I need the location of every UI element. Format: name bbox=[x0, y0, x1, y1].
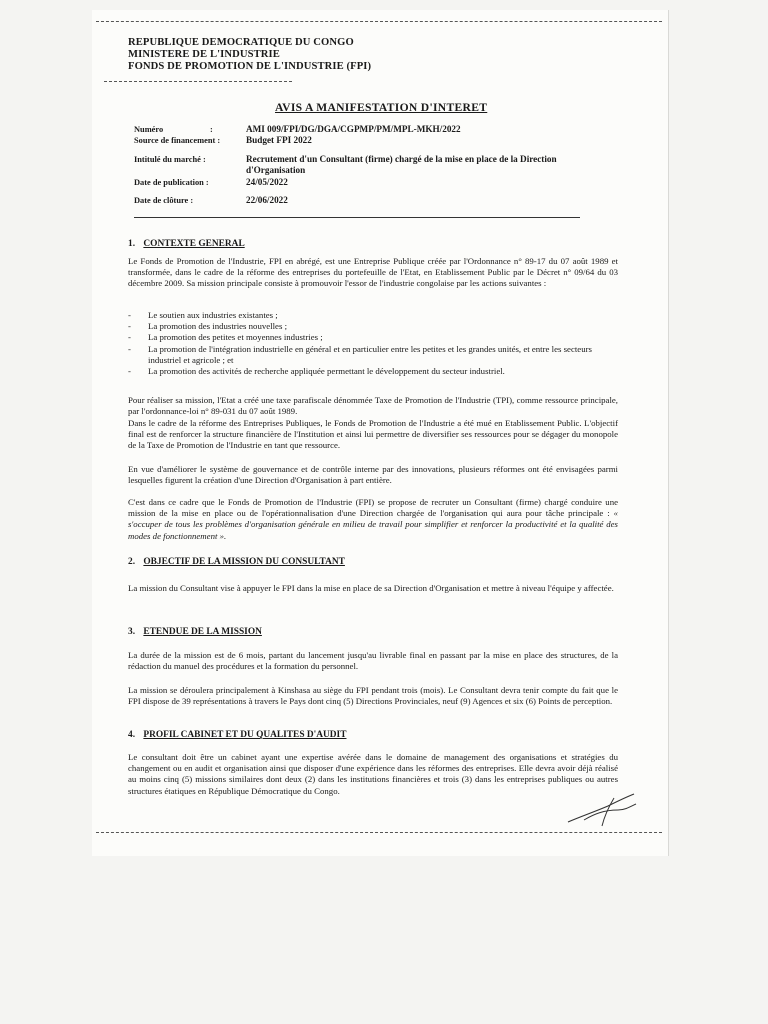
section-1-paragraph-2: Pour réaliser sa mission, l'Etat a créé une taxe parafiscale dénommée Taxe de Promotion de l'Industrie (TPI), comme ressource principale, par l'ordonnance-loi n° 89-031 du 07 août 1989. bbox=[128, 395, 618, 417]
section-1-number: 1. bbox=[128, 239, 136, 249]
paragraph-5-text: C'est dans ce cadre que le Fonds de Promotion de l'Industrie (FPI) se propose de recruter un Consultant (firme) chargé conduire une mission de la mise en place ou de l'opérationnalisation d'une Direction chargée de l'organisation qui aura pour tâche principale : bbox=[128, 497, 618, 519]
intitule-label: Intitulé du marché : bbox=[134, 155, 206, 164]
section-3-paragraph-1: La durée de la mission est de 6 mois, partant du lancement jusqu'au livrable final en passant par la mise en place des structures, de la rédaction du manuel des procédures et la formation du personnel. bbox=[128, 650, 618, 672]
paragraph-5-quote: « s'occuper de tous les problèmes d'organisation générale en milieu de travail pour simplifier et renforcer la productivité et la qualité des modes de fonctionnement ». bbox=[128, 508, 618, 541]
bottom-divider bbox=[96, 832, 662, 833]
signature-mark bbox=[564, 792, 644, 828]
section-1-heading bbox=[128, 239, 245, 249]
section-1-paragraph-4: En vue d'améliorer le système de gouvernance et de contrôle interne par des innovations, plusieurs réformes ont été envisagées parmi lesquelles figurent la création d'une Direction d'Organisation à part entière. bbox=[128, 464, 618, 486]
section-3-title: ETENDUE DE LA MISSION bbox=[143, 627, 262, 637]
fund-name: FONDS DE PROMOTION DE L'INDUSTRIE (FPI) bbox=[128, 61, 372, 72]
header-block bbox=[128, 37, 371, 73]
country-name: REPUBLIQUE DEMOCRATIQUE DU CONGO bbox=[128, 37, 354, 48]
section-4-number: 4. bbox=[128, 730, 136, 740]
cloture-value: 22/06/2022 bbox=[246, 195, 288, 205]
header-underline bbox=[104, 81, 292, 82]
section-2-number: 2. bbox=[128, 557, 136, 567]
section-1-paragraph-1: Le Fonds de Promotion de l'Industrie, FPI en abrégé, est une Entreprise Publique créée par l'Ordonnance n° 89-17 du 07 août 1989 et transformée, dans le cadre de la réforme des entreprises du portefeuille de l'Etat, en Etablissement Public par le Décret n° 09/64 du 03 décembre 2009. Sa mission principale consiste à promouvoir l'essor de l'industrie congolaise par les actions suivantes : bbox=[128, 256, 618, 289]
section-2-paragraph-1: La mission du Consultant vise à appuyer le FPI dans la mise en place de sa Direction d'Organisation et mettre à niveau l'équipe y affectée. bbox=[128, 583, 614, 593]
list-item: - La promotion des petites et moyennes industries ; bbox=[128, 332, 618, 343]
list-item: - La promotion des activités de recherche appliquée permettant le développement du secteur industriel. bbox=[128, 366, 618, 377]
section-4-heading bbox=[128, 730, 346, 740]
list-item: - Le soutien aux industries existantes ; bbox=[128, 310, 618, 321]
section-2-heading bbox=[128, 557, 345, 567]
section-3-number: 3. bbox=[128, 627, 136, 637]
intitule-value: Recrutement d'un Consultant (firme) chargé de la mise en place de la Direction d'Organisation bbox=[246, 154, 557, 175]
numero-colon: : bbox=[210, 125, 213, 134]
financement-label: Source de financement : bbox=[134, 136, 221, 145]
section-1-paragraph-5 bbox=[128, 497, 618, 542]
numero-label: Numéro bbox=[134, 125, 164, 134]
notice-title: AVIS A MANIFESTATION D'INTERET bbox=[275, 101, 488, 114]
document-page bbox=[92, 10, 669, 856]
section-3-paragraph-2: La mission se déroulera principalement à Kinshasa au siège du FPI pendant trois (mois). Le Consultant devra tenir compte du fait que le FPI dispose de 39 représentations à travers le Pays dont cinq (5) Directions Provinciales, neuf (9) Agences et six (6) Points de perception. bbox=[128, 685, 618, 707]
section-1-title: CONTEXTE GENERAL bbox=[143, 239, 245, 249]
top-divider bbox=[96, 21, 662, 22]
section-3-heading bbox=[128, 627, 262, 637]
financement-value: Budget FPI 2022 bbox=[246, 135, 312, 145]
section-1-paragraph-3: Dans le cadre de la réforme des Entreprises Publiques, le Fonds de Promotion de l'Industrie a été mué en Etablissement Public. L'objectif final est de renforcer la structure financière de l'Institution et ainsi lui permettre de diversifier ses ressources pour se dégager du monopole de la Taxe de Promotion de l'Industrie en tant que ressource. bbox=[128, 418, 618, 451]
publication-value: 24/05/2022 bbox=[246, 177, 288, 187]
section-4-paragraph-1: Le consultant doit être un cabinet ayant une expertise avérée dans le domaine de management des organisations et stratégies du changement ou en audit et organisation ainsi que disposer d'une expérience dans les réformes des entreprises. Elle devra avoir déjà réalisé au moins cinq (5) missions similaires dont deux (2) dans les institutions financières et trois (3) dans les entreprises publiques ou autres structures étatiques en République Démocratique du Congo. bbox=[128, 752, 618, 796]
section-2-title: OBJECTIF DE LA MISSION DU CONSULTANT bbox=[143, 557, 345, 567]
list-item: - La promotion de l'intégration industrielle en général et en particulier entre les petites et les grandes unités, et entre les secteurs industriel et agricole ; et bbox=[128, 344, 618, 366]
section-1-bullet-list bbox=[128, 310, 618, 377]
meta-divider bbox=[134, 217, 580, 218]
ministry-name: MINISTERE DE L'INDUSTRIE bbox=[128, 49, 280, 60]
section-4-title: PROFIL CABINET ET DU QUALITES D'AUDIT bbox=[143, 730, 347, 740]
publication-label: Date de publication : bbox=[134, 178, 209, 187]
numero-value: AMI 009/FPI/DG/DGA/CGPMP/PM/MPL-MKH/2022 bbox=[246, 124, 461, 134]
list-item: - La promotion des industries nouvelles ; bbox=[128, 321, 618, 332]
cloture-label: Date de clôture : bbox=[134, 196, 194, 205]
